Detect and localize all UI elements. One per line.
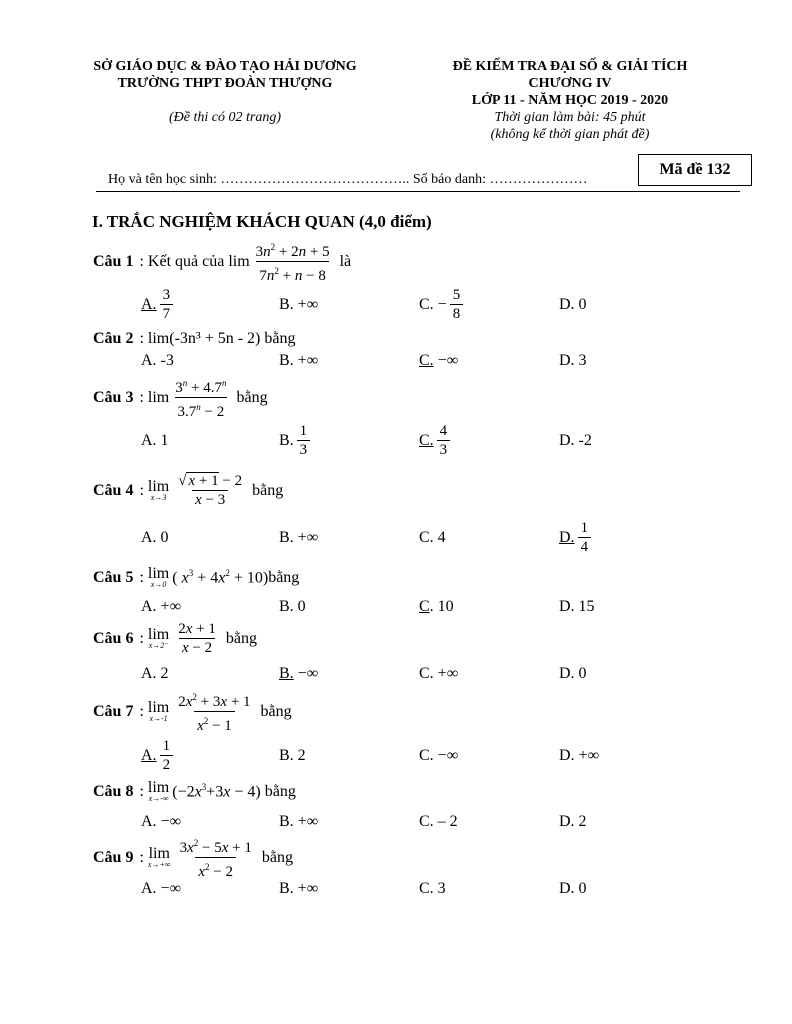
option-b[interactable]: B. −∞ [279,665,319,682]
option-a[interactable]: A. +∞ [141,598,181,615]
chapter: CHƯƠNG IV [528,76,612,91]
option-a[interactable]: A. 1 [141,432,169,449]
question-label: Câu 1 [93,252,134,270]
option-c[interactable]: C. +∞ [419,665,459,682]
option-b[interactable]: B. +∞ [279,529,319,546]
option-c[interactable]: C . 10 [419,598,454,615]
option-a[interactable]: A. −∞ [141,813,181,830]
student-info-line: Họ và tên học sinh: ………………………………….. Số báo danh: ………………… [108,172,588,187]
option-c[interactable]: C. − $\frac{5}{8}$ [419,286,466,323]
question-1: Câu 1 : Kết quả của lim $\frac{3n^2 + 2n + 5}{7n^2 + n - 8}$ là [93,238,351,285]
fraction: $\frac{2x + 1}{x - 2}$ [178,621,216,656]
option-b[interactable]: B. $\frac{1}{3}$ [279,422,313,459]
grade-year: LỚP 11 - NĂM HỌC 2019 - 2020 [471,93,669,108]
option-a[interactable]: A. $\frac{3}{7}$ [141,286,176,323]
option-d[interactable]: D. $\frac{1}{4}$ [559,519,594,556]
question-3: Câu 3 : lim $\frac{3^n + 4.7^n}{3.7^n - 2}$ bằng [93,374,268,421]
option-d[interactable]: D. 0 [559,880,587,897]
option-a[interactable]: A. −∞ [141,880,181,897]
option-b[interactable]: B. +∞ [279,352,319,369]
fraction: $\frac{2x^2 + 3x + 1}{x^2 - 1}$ [178,692,251,734]
option-b[interactable]: B. +∞ [279,813,319,830]
fraction: $\frac{3n^2 + 2n + 5}{7n^2 + n - 8}$ [255,242,330,284]
option-a[interactable]: A. -3 [141,352,174,369]
option-a[interactable]: A. 2 [141,665,169,682]
option-d[interactable]: D. 0 [559,665,587,682]
question-6: Câu 6 : lim x→2⁻ $\frac{2x + 1}{x - 2}$ bằng [93,621,257,656]
question-5: Câu 5 : lim x→0 ( $x^3 + 4x^2 + 10$) bằng [93,565,300,589]
header-right [410,58,730,143]
exam-time-note: (không kể thời gian phát đề) [490,127,650,142]
pages-note: (Đề thi có 02 trang) [169,110,281,125]
fraction: $\frac{3^n + 4.7^n}{3.7^n - 2}$ [175,378,227,420]
question-4: Câu 4 : lim x→3 $\frac{√ x + 1 - 2}{x - 3}$ bằng [93,473,284,508]
option-b[interactable]: B. 2 [279,747,306,764]
section-title: I. TRẮC NGHIỆM KHÁCH QUAN (4,0 điểm) [92,212,432,231]
exam-time: Thời gian làm bài: 45 phút [494,110,646,125]
option-d[interactable]: D. 3 [559,352,587,369]
option-c[interactable]: C. −∞ [419,747,459,764]
option-d[interactable]: D. 2 [559,813,587,830]
option-c[interactable]: C. −∞ [419,352,459,369]
exam-code: Mã đề 132 [638,154,752,186]
option-c[interactable]: C. – 2 [419,813,458,830]
option-a[interactable]: A. $\frac{1}{2}$ [141,737,176,774]
department-name: SỞ GIÁO DỤC & ĐÀO TẠO HẢI DƯƠNG [93,59,357,74]
exam-title: ĐỀ KIỂM TRA ĐẠI SỐ & GIẢI TÍCH [452,59,688,74]
fraction: $\frac{3x^2 - 5x + 1}{x^2 - 2}$ [179,838,252,880]
option-d[interactable]: D. 15 [559,598,595,615]
question-7: Câu 7 : lim x→-1 $\frac{2x^2 + 3x + 1}{x^2 - 1}$ bằng [93,688,292,735]
option-c[interactable]: C. $\frac{4}{3}$ [419,422,453,459]
option-d[interactable]: D. -2 [559,432,592,449]
header-left [60,58,390,126]
question-9: Câu 9 : lim x→+∞ $\frac{3x^2 - 5x + 1}{x^2 - 2}$ bằng [93,834,293,881]
school-name: TRƯỜNG THPT ĐOÀN THƯỢNG [117,76,333,91]
option-b[interactable]: B. 0 [279,598,306,615]
question-8: Câu 8 : lim x→-∞ $(-2x^3+3x - 4)$ bằng [93,779,296,803]
option-b[interactable]: B. +∞ [279,296,319,313]
question-2: Câu 2 : lim(-3n³ + 5n - 2) bằng [93,330,296,347]
option-c[interactable]: C. 3 [419,880,446,897]
option-a[interactable]: A. 0 [141,529,169,546]
option-d[interactable]: D. 0 [559,296,587,313]
option-d[interactable]: D. +∞ [559,747,599,764]
option-b[interactable]: B. +∞ [279,880,319,897]
header-divider [96,191,740,192]
fraction: $\frac{√ x + 1 - 2}{x - 3}$ [178,473,243,508]
option-c[interactable]: C. 4 [419,529,446,546]
